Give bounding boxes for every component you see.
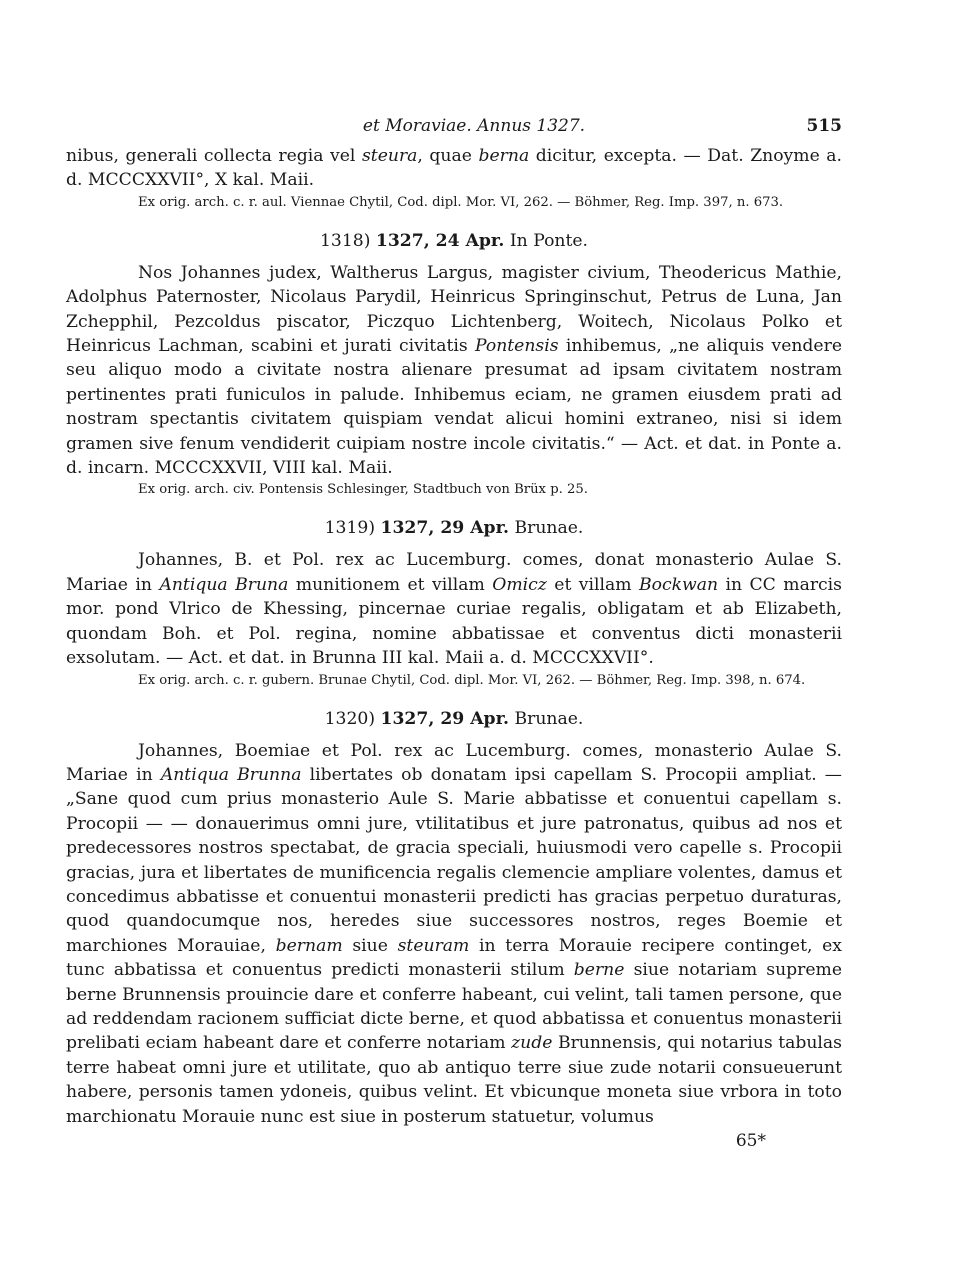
source-note: Ex orig. arch. c. r. aul. Viennae Chytil, Cod. dipl. Mor. VI, 262. — Böhmer, Reg. Imp. 397, n. 673. — [138, 194, 784, 210]
entry-1318 — [66, 229, 842, 501]
entry-1319 — [66, 516, 842, 690]
entry-text: Johannes, Boemiae et Pol. rex ac Lucemburg. comes, monasterio Aulae S. Mariae in Antiqua Brunna libertates ob donatam ipsi capellam S. Procopii ampliat. — „Sane quod cum prius monasterio Aule S. Marie abbatisse et conuentui capellam s. Procopii — — donauerimus omni jure, vtilitatibus et jure patronatus, quibus ad nos et predecessores nostros spectabat, de gracia speciali, huiusmodi vero capelle s. Procopii gracias, jura et libertates de munificencia regalis clemencie ampliare volentes, damus et concedimus abbatisse et conuentui monasterii predicti has gracias perpetuo duraturas, quod quandocumque nos, heredes siue successores nostros, reges Boemie et marchiones Morauiae, bernam siue steuram in terra Morauie recipere continget, ex tunc abbatissa et conuentus predicti monasterii stilum berne siue notariam supreme berne Brunnensis prouincie dare et conferre habeant, cui velint, tali tamen persone, que ad reddendam racionem sufficiat dicte berne, et quod abbatissa et conuentus monasterii prelibati eciam habeant dare et conferre notariam zude Brunnensis, qui notarius tabulas terre habeat omni jure et utilitate, quo ab antiquo terre siue zude notarii consueuerunt habere, personis tamen ydoneis, quibus velint. Et vbicunque moneta siue vrbora in toto marchionatu Morauie nunc est siue in posterum statuetur, volumus — [66, 740, 843, 1127]
running-head — [66, 116, 842, 144]
source-note: Ex orig. arch. c. r. gubern. Brunae Chytil, Cod. dipl. Mor. VI, 262. — Böhmer, Reg. Imp. 398, n. 674. — [138, 672, 806, 688]
entry-date: 1327, 29 Apr. — [380, 518, 510, 539]
entry-number: 1318) — [319, 230, 371, 251]
running-title: et Moraviae. Annus 1327. — [362, 116, 586, 136]
entry-text: Johannes, B. et Pol. rex ac Lucemburg. comes, donat monasterio Aulae S. Mariae in Antiqua Bruna munitionem et villam Omicz et villam Bockwan in CC marcis mor. pond Vlrico de Khessing, pincernae curiae regalis, obligatam et ab Elizabeth, quondam Boh. et Pol. regina, nomine abbatissae et conventus dicti monasterii exsolutam. — Act. et dat. in Brunna III kal. Maii a. d. MCCCXXVII°. — [66, 550, 842, 669]
entry-heading — [66, 707, 842, 731]
page-number: 515 — [806, 116, 842, 136]
entry-number: 1319) — [324, 518, 376, 539]
document-page — [66, 116, 842, 1151]
entry-place: In Ponte. — [509, 230, 589, 251]
entry-date: 1327, 24 Apr. — [375, 230, 505, 251]
entry-number: 1320) — [324, 708, 376, 729]
entry-date: 1327, 29 Apr. — [380, 708, 510, 729]
source-note: Ex orig. arch. civ. Pontensis Schlesinger, Stadtbuch von Brüx p. 25. — [138, 482, 588, 498]
entry-heading — [66, 229, 842, 253]
continuation-paragraph: nibus, generali collecta regia vel steura, quae berna dicitur, excepta. — Dat. Znoyme a. d. MCCCXXVII°, X kal. Maii. — [66, 146, 843, 191]
entry-place: Brunae. — [514, 518, 584, 539]
entry-text: Nos Johannes judex, Waltherus Largus, magister civium, Theodericus Mathie, Adolphus Paternoster, Nicolaus Parydil, Heinricus Springinschut, Petrus de Luna, Jan Zchepphil, Pezcoldus piscator, Piczquo Lichtenberg, Woitech, Nicolaus Polko et Heinricus Lachman, scabini et jurati civitatis Pontensis inhibemus, „ne aliquis vendere seu aliquo modo a civitate nostra alienare presumat ad ipsam civitatem nostram pertinentes prati funiculos in palude. Inhibemus eciam, ne gramen eiusdem prati ad nostram spectantis civitatem quispiam vendat alicui homini extraneo, nisi si idem gramen sive fenum vendiderit cuipiam nostre incole civitatis.“ — Act. et dat. in Ponte a. d. incarn. MCCCXXVII, VIII kal. Maii. — [66, 262, 842, 479]
entry-place: Brunae. — [514, 708, 584, 729]
entry-heading — [66, 516, 842, 540]
signature-mark: 65* — [735, 1131, 766, 1151]
entry-1320 — [66, 707, 842, 1130]
